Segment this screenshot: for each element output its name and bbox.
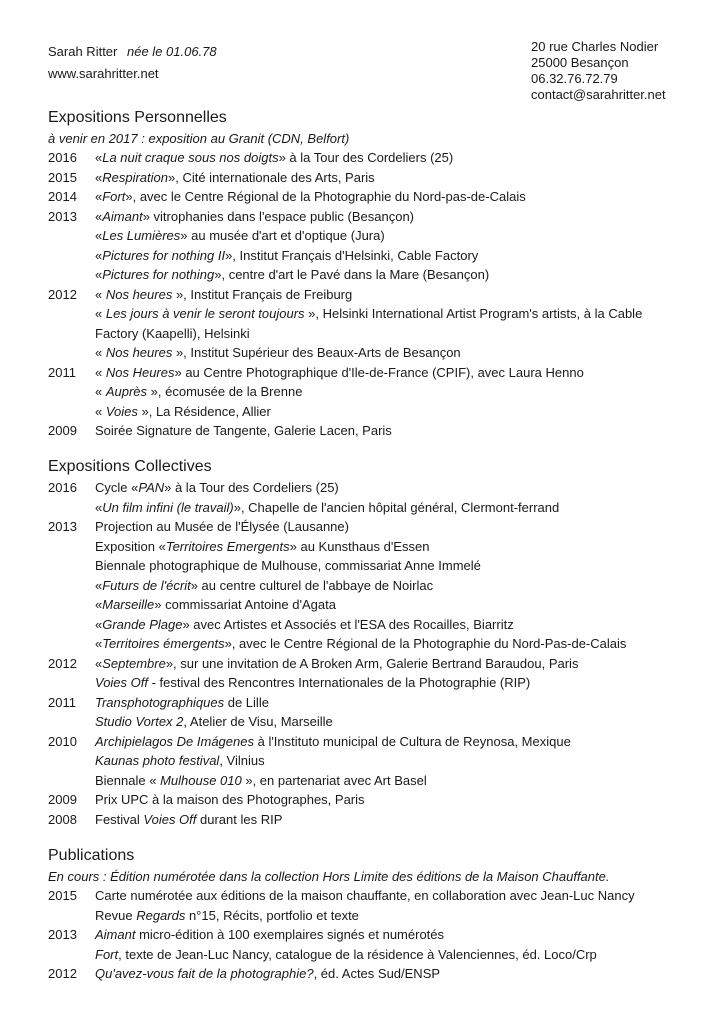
entry-title: Transphotographiques [95, 694, 225, 710]
entry-pre: « [95, 499, 103, 515]
section-intro: En cours : Édition numérotée dans la collection Hors Limite des éditions de la Maison Chauffante. [48, 869, 610, 884]
entry-pre: Projection au Musée de l'Élysée (Lausanne) [95, 519, 349, 534]
entry-pre: « [95, 150, 103, 165]
entry-text [95, 578, 433, 593]
cv-entry [48, 478, 688, 498]
entry-text [95, 519, 349, 534]
cv-entry [48, 285, 688, 305]
entry-post: », La Résidence, Allier [137, 403, 271, 419]
entry-year: 2012 [48, 655, 77, 671]
entry-title: Voies Off [143, 811, 197, 827]
cv-entry [48, 771, 688, 791]
entry-year: 2009 [48, 423, 77, 438]
entry-post: », avec le Centre Régional de la Photographie du Nord-pas-de-Calais [125, 189, 526, 204]
entry-text [95, 384, 302, 399]
entry-post: », Institut Français d'Helsinki, Cable Factory [225, 247, 479, 263]
entry-pre: Soirée Signature de Tangente, Galerie Lacen, Paris [95, 423, 392, 438]
entry-text [95, 947, 597, 962]
entry-text [95, 617, 514, 632]
entry-year: 2013 [48, 927, 77, 942]
entry-title: Qu'avez-vous fait de la photographie? [95, 966, 314, 981]
exhibition-list [48, 148, 688, 441]
cv-entry [48, 304, 688, 343]
entry-pre: « [95, 364, 106, 380]
exhibition-list [48, 478, 688, 829]
entry-year: 2015 [48, 888, 77, 903]
entry-post: », Chapelle de l'ancien hôpital général, Clermont-ferrand [233, 499, 560, 515]
entry-text [95, 812, 282, 827]
entry-post: de Lille [224, 694, 269, 710]
section-title: Expositions Personnelles [48, 109, 227, 126]
entry-post: », sur une invitation de A Broken Arm, Galerie Bertrand Baraudou, Paris [165, 655, 579, 671]
entry-post: n°15, Récits, portfolio et texte [185, 907, 359, 923]
cv-entry [48, 906, 688, 926]
entry-post: , Vilnius [219, 753, 265, 768]
entry-post: », Cité internationale des Arts, Paris [168, 169, 375, 185]
entry-title: Studio Vortex 2 [95, 714, 184, 729]
entry-post: », Institut Français de Freiburg [172, 286, 353, 302]
entry-title: Territoires Emergents [165, 538, 290, 554]
entry-post: » à la Tour des Cordeliers (25) [164, 480, 339, 495]
entry-post: , Atelier de Visu, Marseille [183, 714, 333, 729]
entry-title: Respiration [102, 169, 168, 185]
cv-entry [48, 498, 688, 518]
entry-pre: « [95, 267, 103, 282]
personal-exhibitions-section [48, 107, 688, 441]
entry-title: Territoires émergents [102, 636, 225, 651]
entry-pre: « [95, 384, 106, 399]
entry-post: », écomusée de la Brenne [147, 384, 303, 399]
entry-year: 2013 [48, 519, 77, 534]
entry-text [95, 908, 359, 923]
entry-title: Pictures for nothing [102, 267, 215, 282]
entry-title: Nos heures [105, 286, 173, 302]
email-address[interactable]: contact@sarahritter.net [531, 87, 666, 102]
entry-year: 2011 [48, 364, 76, 380]
entry-title: Voies [105, 403, 138, 419]
entry-pre: « [95, 403, 106, 419]
entry-post: » vitrophanies dans l'espace public (Besançon) [142, 208, 415, 224]
entry-text [95, 209, 414, 224]
cv-entry [48, 615, 688, 635]
entry-title: Regards [136, 907, 186, 923]
entry-post: » au Kunsthaus d'Essen [289, 538, 430, 554]
entry-text [95, 734, 571, 749]
website-link[interactable]: www.sarahritter.net [48, 66, 159, 81]
cv-entry [48, 207, 688, 227]
entry-pre: « [95, 228, 103, 243]
entry-pre: « [95, 616, 103, 632]
cv-entry [48, 790, 688, 810]
cv-entry [48, 402, 688, 422]
entry-text [95, 170, 375, 185]
entry-post: » à la Tour des Cordeliers (25) [278, 150, 454, 165]
section-title: Expositions Collectives [48, 458, 212, 475]
entry-text [95, 480, 339, 495]
entry-text [95, 365, 584, 380]
entry-post: , texte de Jean-Luc Nancy, catalogue de la résidence à Valenciennes, éd. Loco/Crp [118, 946, 597, 962]
entry-post: » commissariat Antoine d'Agata [154, 597, 336, 612]
entry-title: PAN [138, 480, 165, 495]
entry-text [95, 714, 333, 729]
phone-number: 06.32.76.72.79 [531, 71, 618, 86]
entry-title: Kaunas photo festival [95, 753, 220, 768]
entry-text [95, 656, 578, 671]
birth-date: née le 01.06.78 [127, 44, 217, 59]
cv-entry [48, 168, 688, 188]
entry-title: Aimant [102, 208, 143, 224]
entry-text [95, 773, 427, 788]
cv-entry [48, 964, 688, 984]
entry-year: 2011 [48, 694, 76, 710]
entry-title: Futurs de l'écrit [102, 577, 191, 593]
cv-entry [48, 517, 688, 537]
cv-entry [48, 576, 688, 596]
cv-entry [48, 265, 688, 285]
entry-text [95, 695, 269, 710]
entry-post: » au centre culturel de l'abbaye de Noirlac [190, 577, 434, 593]
cv-entry [48, 226, 688, 246]
entry-pre: « [95, 597, 103, 612]
entry-post: - festival des Rencontres Internationales de la Photographie (RIP) [147, 675, 531, 690]
cv-entry [48, 363, 688, 383]
entry-title: Mulhouse 010 [160, 772, 242, 788]
entry-post: », en partenariat avec Art Basel [241, 772, 427, 788]
entry-title: Pictures for nothing II [102, 247, 226, 263]
cv-entry [48, 556, 688, 576]
entry-post: », Helsinki International Artist Program's artists, à la Cable Factory (Kaapelli), Helsinki [95, 306, 643, 341]
entry-title: Les jours à venir le seront toujours [105, 306, 305, 321]
entry-year: 2008 [48, 811, 77, 827]
entry-text [95, 404, 271, 419]
cv-entry [48, 925, 688, 945]
entry-pre: Revue [95, 907, 137, 923]
entry-text [95, 306, 642, 341]
entry-title: Marseille [102, 597, 155, 612]
cv-entry [48, 634, 688, 654]
entry-post: », centre d'art le Pavé dans la Mare (Besançon) [214, 267, 490, 282]
entry-title: La nuit craque sous nos doigts [102, 150, 279, 165]
entry-year: 2009 [48, 792, 77, 807]
entry-text [95, 189, 526, 204]
entry-post: micro-édition à 100 exemplaires signés et numérotés [135, 927, 445, 942]
entry-post: », avec le Centre Régional de la Photographie du Nord-Pas-de-Calais [224, 636, 627, 651]
cv-entry [48, 673, 688, 693]
entry-text [95, 966, 440, 981]
entry-pre: « [95, 577, 103, 593]
entry-year: 2016 [48, 150, 77, 165]
entry-pre: Carte numérotée aux éditions de la maison chauffante, en collaboration avec Jean-Luc Nancy [95, 888, 635, 903]
entry-title: Les Lumières [102, 228, 181, 243]
entry-title: Septembre [102, 655, 166, 671]
entry-year: 2012 [48, 966, 77, 981]
entry-pre: Exposition « [95, 538, 166, 554]
entry-pre: « [95, 247, 103, 263]
entry-text [95, 927, 444, 942]
cv-entry [48, 595, 688, 615]
entry-pre: Prix UPC à la maison des Photographes, Paris [95, 792, 365, 807]
entry-text [95, 228, 385, 243]
entry-title: Fort [95, 946, 119, 962]
entry-text [95, 248, 478, 263]
cv-entry [48, 654, 688, 674]
entry-text [95, 287, 352, 302]
entry-title: Voies Off [95, 675, 148, 690]
entry-post: à l'Instituto municipal de Cultura de Reynosa, Mexique [253, 733, 571, 749]
entry-text [95, 753, 265, 768]
collective-exhibitions-section [48, 456, 688, 829]
entry-title: Nos heures [105, 345, 173, 360]
entry-post: » au musée d'art et d'optique (Jura) [180, 228, 385, 243]
cv-entry [48, 712, 688, 732]
cv-entry [48, 886, 688, 906]
entry-title: Aimant [95, 927, 136, 942]
street-address: 20 rue Charles Nodier [531, 39, 659, 54]
cv-entry [48, 382, 688, 402]
entry-title: Archipielagos De Imágenes [95, 733, 254, 749]
entry-text [95, 792, 365, 807]
entry-year: 2010 [48, 733, 77, 749]
cv-entry [48, 945, 688, 965]
entry-pre: Cycle « [95, 480, 139, 495]
entry-pre: Biennale photographique de Mulhouse, commissariat Anne Immelé [95, 558, 481, 573]
cv-entry [48, 187, 688, 207]
cv-entry [48, 421, 688, 441]
entry-post: , éd. Actes Sud/ENSP [313, 966, 441, 981]
entry-year: 2013 [48, 208, 77, 224]
entry-pre: « [95, 655, 103, 671]
entry-pre: « [95, 306, 106, 321]
section-title: Publications [48, 847, 135, 864]
entry-title: Un film infini (le travail) [102, 499, 234, 515]
cv-entry [48, 148, 688, 168]
cv-entry [48, 693, 688, 713]
entry-title: Nos Heures [105, 364, 175, 380]
entry-title: Grande Plage [102, 616, 183, 632]
entry-text [95, 150, 453, 165]
entry-text [95, 539, 429, 554]
section-intro: à venir en 2017 : exposition au Granit (CDN, Belfort) [48, 131, 350, 146]
identity-block [48, 41, 217, 85]
entry-text [95, 597, 336, 612]
city-address: 25000 Besançon [531, 55, 629, 70]
cv-entry [48, 751, 688, 771]
entry-text [95, 675, 530, 690]
artist-name: Sarah Ritter [48, 44, 118, 59]
entry-pre: « [95, 208, 103, 224]
contact-block [531, 39, 666, 103]
entry-year: 2015 [48, 169, 77, 185]
entry-text [95, 423, 392, 438]
cv-entry [48, 732, 688, 752]
entry-text [95, 345, 461, 360]
entry-pre: « [95, 636, 103, 651]
entry-year: 2016 [48, 480, 77, 495]
entry-pre: « [95, 286, 106, 302]
entry-text [95, 558, 481, 573]
entry-text [95, 267, 489, 282]
publications-section [48, 845, 688, 984]
cv-entry [48, 810, 688, 830]
entry-pre: « [95, 189, 103, 204]
cv-entry [48, 343, 688, 363]
entry-pre: « [95, 169, 103, 185]
entry-text [95, 500, 559, 515]
entry-post: », Institut Supérieur des Beaux-Arts de Besançon [172, 345, 461, 360]
entry-year: 2012 [48, 286, 77, 302]
entry-pre: « [95, 345, 106, 360]
entry-title: Auprès [105, 384, 148, 399]
entry-year: 2014 [48, 189, 77, 204]
entry-post: durant les RIP [196, 811, 283, 827]
entry-text [95, 888, 635, 903]
cv-entry [48, 537, 688, 557]
entry-text [95, 636, 626, 651]
cv-entry [48, 246, 688, 266]
publication-list [48, 886, 688, 984]
entry-post: » avec Artistes et Associés et l'ESA des Rocailles, Biarritz [182, 616, 514, 632]
entry-pre: Festival [95, 811, 144, 827]
entry-title: Fort [102, 189, 126, 204]
entry-pre: Biennale « [95, 772, 161, 788]
entry-post: » au Centre Photographique d'Ile-de-France (CPIF), avec Laura Henno [174, 364, 584, 380]
